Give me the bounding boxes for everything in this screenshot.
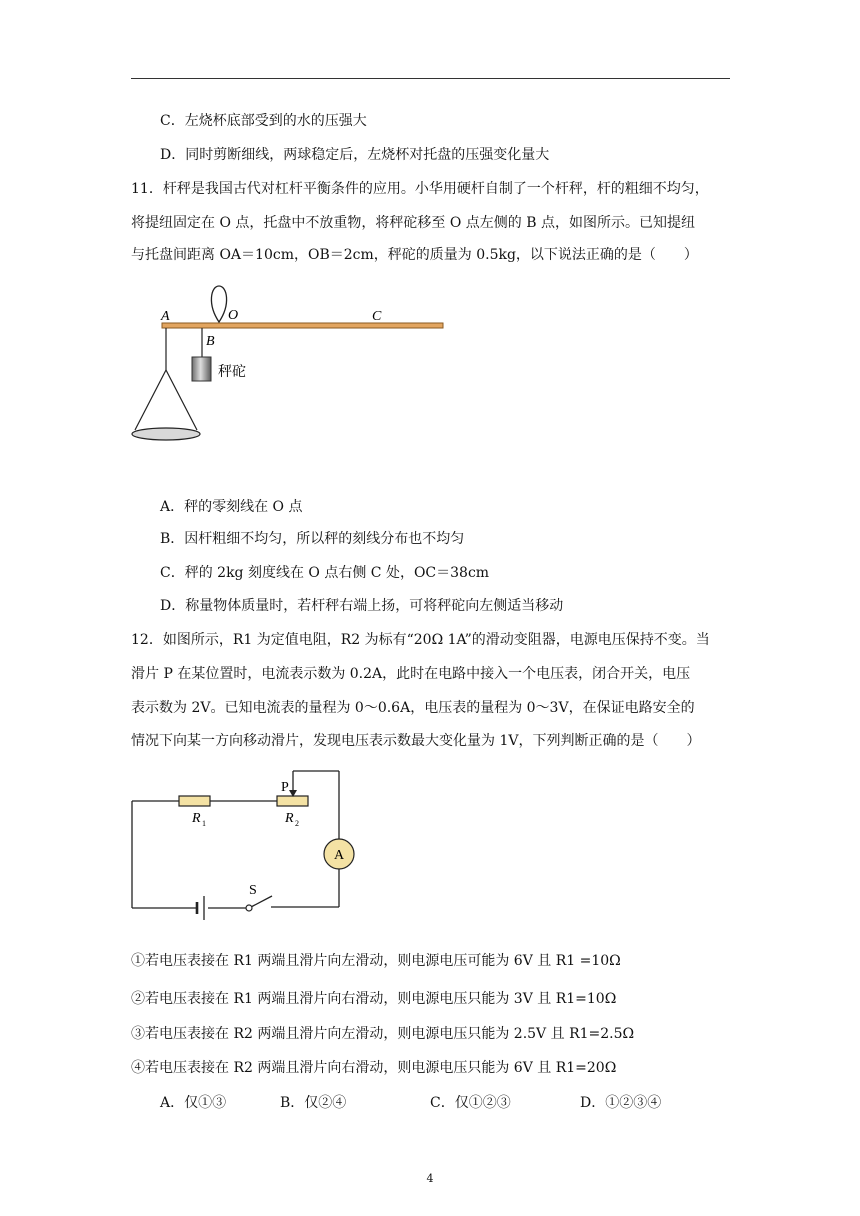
q12-stem-line-1: 12．如图所示，R1 为定值电阻，R2 为标有“20Ω 1A”的滑动变阻器，电源电压保持不变。当: [131, 632, 710, 648]
label-s: S: [249, 883, 257, 898]
q10-option-d: D．同时剪断细线，两球稳定后，左烧杯对托盘的压强变化量大: [160, 147, 550, 163]
q12-statement-3: ③若电压表接在 R2 两端且滑片向左滑动，则电源电压只能为 2.5V 且 R1=2.5Ω: [131, 1026, 635, 1042]
q10-option-c: C．左烧杯底部受到的水的压强大: [160, 113, 367, 129]
label-r2-sub: 2: [295, 819, 299, 828]
q12-statement-2: ②若电压表接在 R1 两端且滑片向右滑动，则电源电压只能为 3V 且 R1=10Ω: [131, 991, 617, 1007]
q12-stem-line-2: 滑片 P 在某位置时，电流表示数为 0.2A，此时在电路中接入一个电压表，闭合开关，电压: [131, 666, 691, 682]
circuit-figure: [125, 762, 355, 927]
label-r1: R: [192, 811, 201, 826]
label-o: O: [228, 308, 239, 323]
scale-pan: [132, 428, 200, 440]
q12-stem-line-3: 表示数为 2V。已知电流表的量程为 0～0.6A，电压表的量程为 0～3V，在保证电路安全的: [131, 700, 695, 716]
q11-option-b: B．因杆粗细不均匀，所以秤的刻线分布也不均匀: [160, 531, 465, 547]
q12-option-d: D．①②③④: [580, 1095, 662, 1111]
label-p: P: [281, 780, 289, 795]
q11-stem-line-3: 与托盘间距离 OA＝10cm，OB＝2cm，秤砣的质量为 0.5kg，以下说法正确的是（ ）: [131, 247, 698, 263]
label-r1-sub: 1: [202, 819, 206, 828]
label-c: C: [372, 309, 382, 324]
q11-stem-line-2: 将提纽固定在 O 点，托盘中不放重物，将秤砣移至 O 点左侧的 B 点，如图所示。已知提纽: [131, 215, 695, 231]
label-b: B: [206, 334, 215, 349]
q12-stem-line-4: 情况下向某一方向移动滑片，发现电压表示数最大变化量为 1V，下列判断正确的是（ ）: [131, 733, 701, 749]
label-r2: R: [285, 811, 294, 826]
label-a: A: [161, 309, 170, 324]
q11-stem-line-1: 11．杆秤是我国古代对杠杆平衡条件的应用。小华用硬杆自制了一个杆秤，杆的粗细不均匀，: [131, 181, 709, 197]
q12-option-c: C．仅①②③: [430, 1095, 511, 1111]
counterweight-label: 秤砣: [218, 365, 246, 380]
q12-option-b: B．仅②④: [280, 1095, 347, 1111]
header-rule: [131, 78, 730, 79]
resistor-r1: [179, 796, 210, 806]
label-ammeter: A: [334, 848, 345, 863]
q12-option-a: A．仅①③: [160, 1095, 227, 1111]
counterweight: [192, 357, 211, 381]
q11-option-d: D．称量物体质量时，若杆秤右端上扬，可将秤砣向左侧适当移动: [160, 598, 564, 614]
q12-statement-4: ④若电压表接在 R2 两端且滑片向右滑动，则电源电压只能为 6V 且 R1=20Ω: [131, 1060, 617, 1076]
steelyard-figure: [125, 282, 455, 452]
suspension-loop: [211, 286, 226, 322]
q12-statement-1: ①若电压表接在 R1 两端且滑片向左滑动，则电源电压可能为 6V 且 R1 =10Ω: [131, 953, 621, 969]
page-number: 4: [426, 1172, 434, 1185]
rheostat-r2: [277, 796, 308, 806]
steelyard-beam: [162, 323, 443, 328]
q11-option-a: A．秤的零刻线在 O 点: [160, 499, 303, 515]
q11-option-c: C．秤的 2kg 刻度线在 O 点右侧 C 处，OC＝38cm: [160, 565, 490, 581]
